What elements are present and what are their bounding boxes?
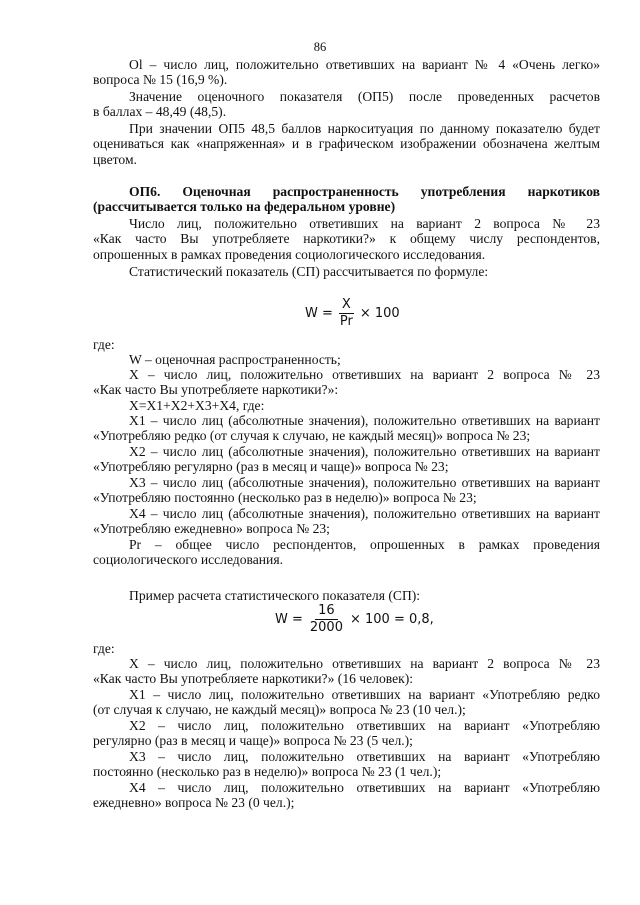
definition-w: W – оценочная распространенность; <box>129 352 341 367</box>
formula-example <box>275 604 434 635</box>
paragraph-op6-definition: Число лиц, положительно ответивших на вариант 2 вопроса № 23 «Как часто Вы употребляете наркотики?» к общему числу респондентов, опрошенных в рамках проведения социологического исследования. <box>93 216 600 262</box>
definition-x4: X4 – число лиц (абсолютные значения), положительно ответивших на вариант «Употребляю ежедневно» вопроса № 23; <box>93 506 600 537</box>
section-heading-op6: ОП6. Оценочная распространенность употребления наркотиков (рассчитывается только на федеральном уровне) <box>93 184 600 215</box>
formula-fraction <box>307 604 346 635</box>
formula-denominator: Pr <box>339 314 353 329</box>
formula-lhs: W = <box>305 305 333 321</box>
example-x: X – число лиц, положительно ответивших на вариант 2 вопроса № 23 «Как часто Вы употребляете наркотики?» (16 человек): <box>93 656 600 687</box>
formula-numerator: X <box>339 298 354 314</box>
definition-sum: X=X1+X2+X3+X4, где: <box>129 398 265 413</box>
formula-w <box>305 298 400 329</box>
formula-fraction <box>337 298 356 329</box>
formula-lhs: W = <box>275 611 303 627</box>
definition-x: X – число лиц, положительно ответивших на вариант 2 вопроса № 23 «Как часто Вы употребляете наркотики?»: <box>93 367 600 398</box>
paragraph-ol: Ol – число лиц, положительно ответивших на вариант № 4 «Очень легко» вопроса № 15 (16,9 %). <box>93 57 600 88</box>
formula-rhs: × 100 = 0,8, <box>349 611 434 627</box>
example-x3: X3 – число лиц, положительно ответивших на вариант «Употребляю постоянно (несколько раз в неделю)» вопроса № 23 (1 чел.); <box>93 749 600 780</box>
formula-numerator: 16 <box>315 604 338 620</box>
example-x2: X2 – число лиц, положительно ответивших на вариант «Употребляю регулярно (раз в месяц и чаще)» вопроса № 23 (5 чел.); <box>93 718 600 749</box>
example-x1: X1 – число лиц, положительно ответивших на вариант «Употребляю редко (от случая к случаю, не каждый месяц)» вопроса № 23 (10 чел.); <box>93 687 600 718</box>
where-label-2: где: <box>93 641 115 656</box>
definition-pr: Pr – общее число респондентов, опрошенных в рамках проведения социологического исследования. <box>93 537 600 568</box>
paragraph-op5-value: Значение оценочного показателя (ОП5) после проведенных расчетов в баллах – 48,49 (48,5). <box>93 89 600 120</box>
definition-x2: X2 – число лиц (абсолютные значения), положительно ответивших на вариант «Употребляю регулярно (раз в месяц и чаще)» вопроса № 23; <box>93 444 600 475</box>
example-title: Пример расчета статистического показателя (СП): <box>129 588 421 603</box>
where-label: где: <box>93 337 115 352</box>
definition-x1: X1 – число лиц (абсолютные значения), положительно ответивших на вариант «Употребляю редко (от случая к случаю, не каждый месяц)» вопроса № 23; <box>93 413 600 444</box>
formula-rhs: × 100 <box>359 305 400 321</box>
definition-x3: X3 – число лиц (абсолютные значения), положительно ответивших на вариант «Употребляю постоянно (несколько раз в неделю)» вопроса № 23; <box>93 475 600 506</box>
paragraph-op5-assessment: При значении ОП5 48,5 баллов наркоситуация по данному показателю будет оцениваться как «напряженная» и в графическом изображении обозначена желтым цветом. <box>93 121 600 167</box>
page-number: 86 <box>313 40 327 54</box>
example-x4: X4 – число лиц, положительно ответивших на вариант «Употребляю ежедневно» вопроса № 23 (0 чел.); <box>93 780 600 811</box>
paragraph-formula-intro: Статистический показатель (СП) рассчитывается по формуле: <box>129 264 489 279</box>
formula-denominator: 2000 <box>309 620 343 635</box>
